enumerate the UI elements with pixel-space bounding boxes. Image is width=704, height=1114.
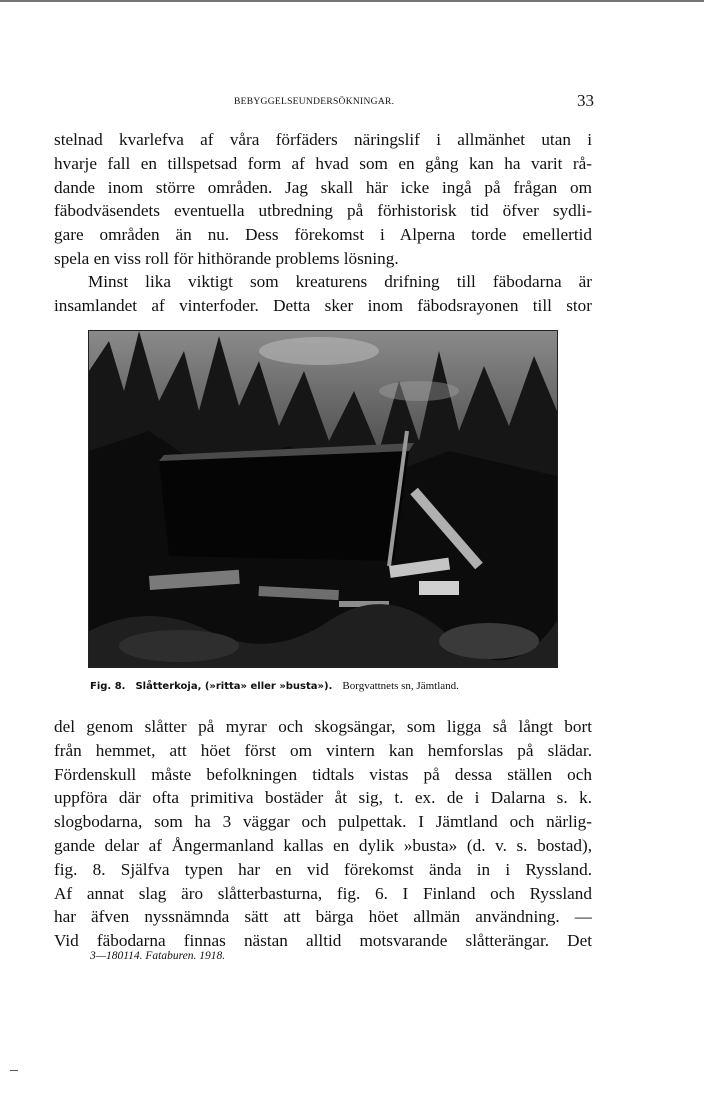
caption-place: Borgvattnets sn, Jämtland. <box>342 680 459 692</box>
text-line: slogbodarna, som ha 3 väggar och pulpettak. I Jämtland och närlig- <box>54 812 592 832</box>
figure-caption <box>90 680 560 692</box>
text-line: från hemmet, att höet först om vintern kan hemforslas på slädar. <box>54 740 592 760</box>
text-line: spela en viss roll för hithörande problems lösning. <box>54 248 399 268</box>
text-line: insamlandet af vinterfoder. Detta sker inom fäbodsrayonen till stor <box>54 295 592 315</box>
text-line: har äfven nyssnämnda sätt att bärga höet allmän användning. — <box>54 907 592 927</box>
paragraph-3 <box>54 715 592 953</box>
text-line: Fördenskull måste befolkningen tidtals vistas på dessa ställen och <box>54 764 592 784</box>
caption-title: Slåtterkoja, (»ritta» eller »busta»). <box>135 681 333 692</box>
text-line: hvarje fall en tillspetsad form af hvad som en gång kan ha varit rå- <box>54 153 592 173</box>
hay-hut-photo <box>89 331 557 667</box>
text-line: del genom slåtter på myrar och skogsängar, som ligga så långt bort <box>54 717 592 736</box>
text-line: fäbodväsendets eventuella utbredning på förhistorisk tid öfver sydli- <box>54 201 592 221</box>
caption-label: Fig. 8. <box>90 681 126 692</box>
paragraph-2 <box>54 270 592 318</box>
running-title: BEBYGGELSEUNDERSÖKNINGAR. <box>234 97 395 107</box>
text-line: dande inom större områden. Jag skall här icke ingå på frågan om <box>54 177 592 197</box>
text-line: Af annat slag äro slåtterbasturna, fig. 6. I Finland och Ryssland <box>54 883 592 903</box>
text-line: uppföra där ofta primitiva bostäder åt sig, t. ex. de i Dalarna s. k. <box>54 788 592 808</box>
printer-signature: 3—180114. Fataburen. 1918. <box>90 950 226 962</box>
page-header <box>54 91 594 115</box>
text-line: Vid fäbodarna finnas nästan alltid motsvarande slåtterängar. Det <box>54 931 592 951</box>
paragraph-1 <box>54 128 592 271</box>
text-line: stelnad kvarlefva af våra förfäders näringslif i allmänhet utan i <box>54 130 592 149</box>
scan-edge-line <box>0 0 704 2</box>
text-line: Minst lika viktigt som kreaturens drifning till fäbodarna är <box>88 272 592 291</box>
text-line: gare områden än nu. Dess förekomst i Alperna torde emellertid <box>54 225 592 245</box>
page-number: 33 <box>577 91 594 110</box>
figure-photograph <box>88 330 558 668</box>
text-line: gande delar af Ångermanland kallas en dylik »busta» (d. v. s. bostad), <box>54 835 592 855</box>
margin-mark <box>10 1070 18 1071</box>
text-line: fig. 8. Själfva typen har en vid förekomst ända in i Ryssland. <box>54 859 592 879</box>
